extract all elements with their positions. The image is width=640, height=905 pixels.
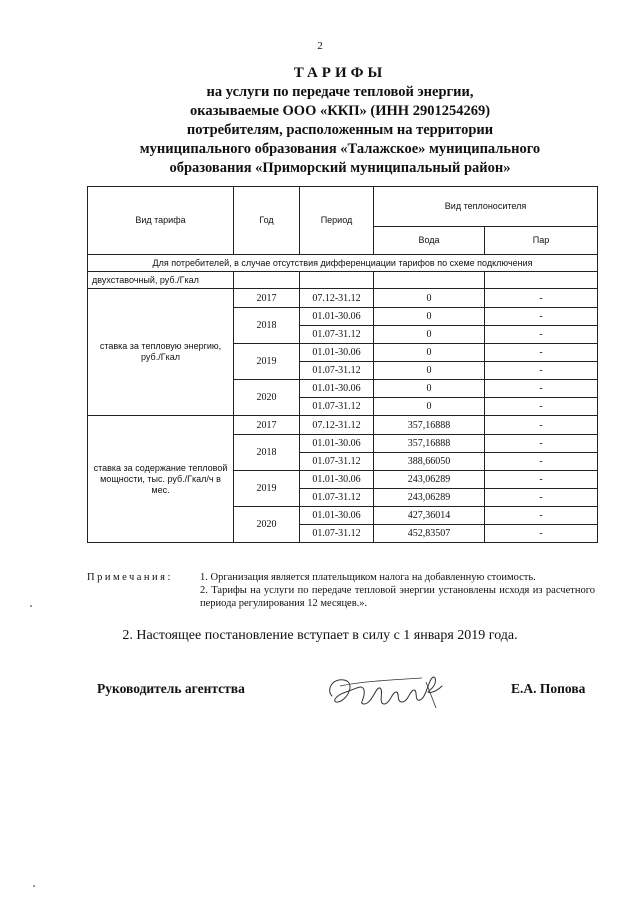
- period-cell: 07.12-31.12: [300, 289, 374, 308]
- page-number: 2: [317, 40, 323, 52]
- title-line: на услуги по передаче тепловой энергии,: [206, 84, 474, 100]
- water-value: 0: [374, 308, 485, 326]
- signatory-position: Руководитель агентства: [97, 681, 245, 696]
- capacity-rate-label: ставка за содержание тепловой мощности, тыс. руб./Гкал/ч в мес.: [88, 416, 234, 543]
- water-value: 243,06289: [374, 489, 485, 507]
- header-period: Период: [300, 187, 374, 255]
- empty-cell: [485, 272, 598, 289]
- water-value: 243,06289: [374, 471, 485, 489]
- year-cell: 2018: [234, 308, 300, 344]
- period-cell: 01.01-30.06: [300, 435, 374, 453]
- steam-value: -: [485, 362, 598, 380]
- water-value: 0: [374, 362, 485, 380]
- steam-value: -: [485, 471, 598, 489]
- water-value: 452,83507: [374, 525, 485, 543]
- period-cell: 01.01-30.06: [300, 380, 374, 398]
- period-cell: 01.07-31.12: [300, 362, 374, 380]
- year-cell: 2020: [234, 507, 300, 543]
- period-cell: 01.01-30.06: [300, 507, 374, 525]
- tariff-table: [87, 186, 598, 543]
- period-cell: 01.07-31.12: [300, 489, 374, 507]
- water-value: 0: [374, 344, 485, 362]
- steam-value: -: [485, 489, 598, 507]
- energy-rate-label: ставка за тепловую энергию, руб./Гкал: [88, 289, 234, 416]
- title-line: потребителям, расположенным на территории: [186, 122, 494, 138]
- water-value: 0: [374, 289, 485, 308]
- header-steam: Пар: [485, 227, 598, 255]
- notes-items: [200, 571, 595, 610]
- period-cell: 01.01-30.06: [300, 471, 374, 489]
- title-line: муниципального образования «Талажское» муниципального: [139, 141, 541, 157]
- two-rate-label: двухставочный, руб./Гкал: [88, 272, 234, 289]
- steam-value: -: [485, 398, 598, 416]
- header-tariff-type: Вид тарифа: [88, 187, 234, 255]
- steam-value: -: [485, 525, 598, 543]
- notes-label: Примечания:: [87, 572, 173, 583]
- steam-value: -: [485, 326, 598, 344]
- note-item: 1. Организация является плательщиком налога на добавленную стоимость.: [200, 572, 536, 583]
- year-cell: 2020: [234, 380, 300, 416]
- steam-value: -: [485, 435, 598, 453]
- water-value: 0: [374, 326, 485, 344]
- document-title: [60, 64, 620, 178]
- header-year: Год: [234, 187, 300, 255]
- period-cell: 01.07-31.12: [300, 398, 374, 416]
- period-cell: 01.01-30.06: [300, 344, 374, 362]
- steam-value: -: [485, 308, 598, 326]
- year-cell: 2018: [234, 435, 300, 471]
- year-cell: 2019: [234, 471, 300, 507]
- empty-cell: [300, 272, 374, 289]
- scan-speck: [30, 605, 32, 607]
- scan-speck: [33, 885, 35, 887]
- period-cell: 01.07-31.12: [300, 453, 374, 471]
- signatory-name: Е.А. Попова: [511, 681, 586, 696]
- period-cell: 01.07-31.12: [300, 525, 374, 543]
- water-value: 0: [374, 398, 485, 416]
- steam-value: -: [485, 289, 598, 308]
- water-value: 427,36014: [374, 507, 485, 525]
- steam-value: -: [485, 380, 598, 398]
- header-water: Вода: [374, 227, 485, 255]
- steam-value: -: [485, 416, 598, 435]
- steam-value: -: [485, 344, 598, 362]
- title-line: образования «Приморский муниципальный район»: [169, 160, 511, 176]
- period-cell: 07.12-31.12: [300, 416, 374, 435]
- section-title: Для потребителей, в случае отсутствия дифференциации тарифов по схеме подключения: [88, 255, 598, 272]
- period-cell: 01.01-30.06: [300, 308, 374, 326]
- empty-cell: [374, 272, 485, 289]
- water-value: 357,16888: [374, 416, 485, 435]
- year-cell: 2019: [234, 344, 300, 380]
- year-cell: 2017: [234, 416, 300, 435]
- effective-date-text: 2. Настоящее постановление вступает в силу с 1 января 2019 года.: [122, 628, 518, 643]
- steam-value: -: [485, 453, 598, 471]
- water-value: 0: [374, 380, 485, 398]
- title-line: оказываемые ООО «ККП» (ИНН 2901254269): [189, 103, 491, 119]
- steam-value: -: [485, 507, 598, 525]
- empty-cell: [234, 272, 300, 289]
- note-item: 2. Тарифы на услуги по передаче тепловой энергии установлены исходя из расчетного периода регулирования 12 месяцев.».: [200, 585, 595, 609]
- year-cell: 2017: [234, 289, 300, 308]
- header-carrier: Вид теплоносителя: [374, 187, 598, 227]
- signature-image: [318, 660, 458, 720]
- water-value: 357,16888: [374, 435, 485, 453]
- water-value: 388,66050: [374, 453, 485, 471]
- title-heading: ТАРИФЫ: [293, 65, 387, 81]
- period-cell: 01.07-31.12: [300, 326, 374, 344]
